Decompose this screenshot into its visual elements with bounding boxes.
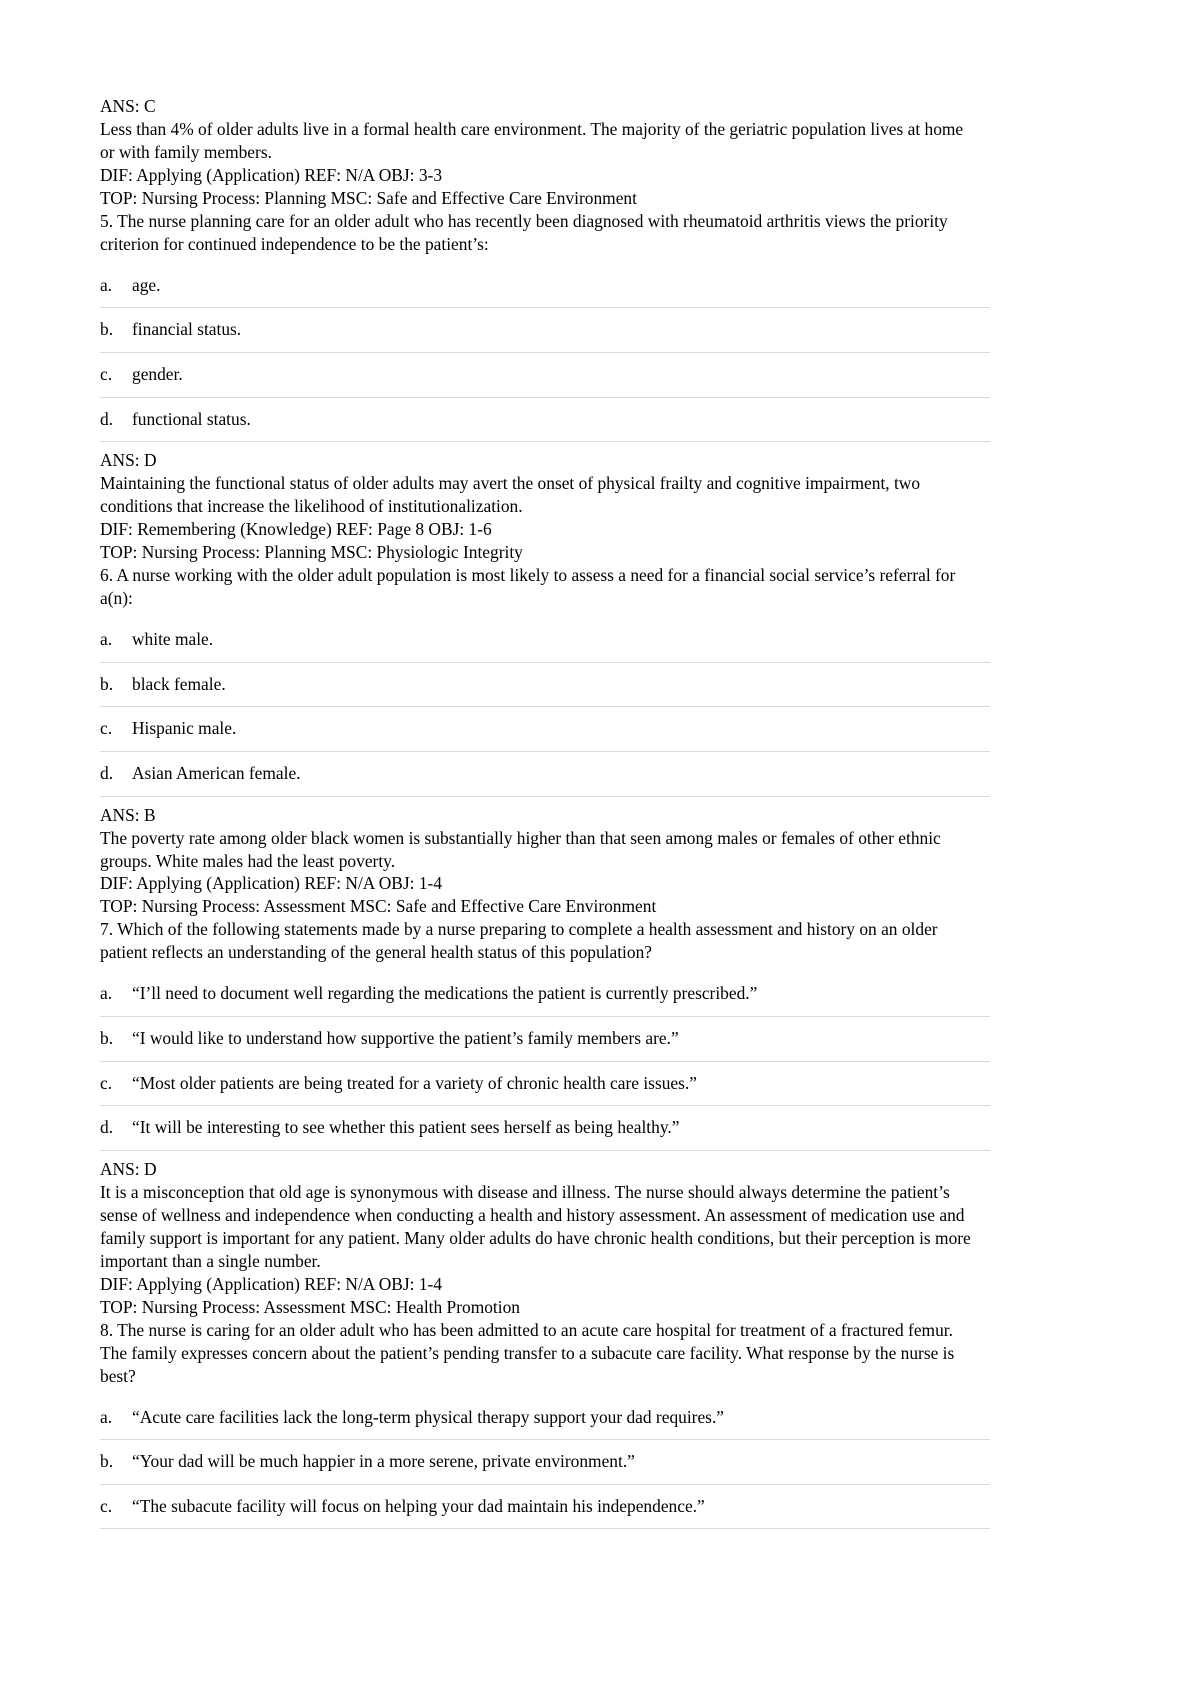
rationale-line: conditions that increase the likelihood of institutionalization. xyxy=(100,496,523,517)
question-stem-line: best? xyxy=(100,1365,136,1386)
choice-letter: a. xyxy=(100,629,113,650)
choice-text: “I’ll need to document well regarding the medications the patient is currently prescribed.” xyxy=(132,983,758,1004)
choice-item[interactable] xyxy=(100,1485,990,1530)
choice-item[interactable] xyxy=(100,663,990,708)
question-stem-line: patient reflects an understanding of the general health status of this population? xyxy=(100,942,652,963)
choice-letter: c. xyxy=(100,1495,113,1516)
choice-text: functional status. xyxy=(132,408,251,429)
question-stem-line: a(n): xyxy=(100,588,133,609)
choice-text: “The subacute facility will focus on helping your dad maintain his independence.” xyxy=(132,1495,705,1516)
document-body xyxy=(100,95,990,1529)
question-stem-line: 8. The nurse is caring for an older adult who has been admitted to an acute care hospital for treatment of a fractured femur. xyxy=(100,1319,953,1340)
choice-item[interactable] xyxy=(100,1396,990,1441)
choice-text: financial status. xyxy=(132,319,242,340)
choice-letter: c. xyxy=(100,364,113,385)
choice-item[interactable] xyxy=(100,1106,990,1151)
choice-item[interactable] xyxy=(100,398,990,443)
metadata-line: DIF: Applying (Application) REF: N/A OBJ: 1-4 xyxy=(100,873,443,894)
metadata-line: TOP: Nursing Process: Assessment MSC: Health Promotion xyxy=(100,1296,520,1317)
choice-letter: d. xyxy=(100,408,114,429)
text-block xyxy=(100,449,990,610)
choice-letter: b. xyxy=(100,1451,114,1472)
choice-item[interactable] xyxy=(100,707,990,752)
metadata-line: DIF: Applying (Application) REF: N/A OBJ: 1-4 xyxy=(100,1273,443,1294)
choice-text: Hispanic male. xyxy=(132,718,237,739)
choice-letter: d. xyxy=(100,1117,114,1138)
choice-text: “Your dad will be much happier in a more serene, private environment.” xyxy=(132,1451,635,1472)
choice-text: black female. xyxy=(132,673,226,694)
rationale-line: Maintaining the functional status of older adults may avert the onset of physical frailty and cognitive impairment, two xyxy=(100,473,921,494)
choice-list xyxy=(100,264,990,443)
choice-item[interactable] xyxy=(100,618,990,663)
choice-text: “Acute care facilities lack the long-term physical therapy support your dad requires.” xyxy=(132,1406,725,1427)
choice-letter: c. xyxy=(100,1072,113,1093)
choice-letter: b. xyxy=(100,1027,114,1048)
choice-text: “Most older patients are being treated for a variety of chronic health care issues.” xyxy=(132,1072,697,1093)
metadata-line: DIF: Remembering (Knowledge) REF: Page 8 OBJ: 1-6 xyxy=(100,519,492,540)
choice-list xyxy=(100,972,990,1151)
choice-letter: b. xyxy=(100,673,114,694)
answer-line: ANS: D xyxy=(100,450,157,471)
rationale-line: sense of wellness and independence when conducting a health and history assessment. An assessment of medication use and xyxy=(100,1204,965,1225)
choice-text: age. xyxy=(132,274,161,295)
rationale-line: or with family members. xyxy=(100,141,272,162)
question-stem-line: 7. Which of the following statements made by a nurse preparing to complete a health assessment and history on an older xyxy=(100,919,938,940)
choice-text: gender. xyxy=(132,364,183,385)
metadata-line: TOP: Nursing Process: Assessment MSC: Safe and Effective Care Environment xyxy=(100,896,657,917)
answer-line: ANS: D xyxy=(100,1158,157,1179)
choice-item[interactable] xyxy=(100,972,990,1017)
question-stem-line: 5. The nurse planning care for an older adult who has recently been diagnosed with rheumatoid arthritis views the priority xyxy=(100,210,948,231)
choice-letter: b. xyxy=(100,319,114,340)
metadata-line: DIF: Applying (Application) REF: N/A OBJ: 3-3 xyxy=(100,164,443,185)
text-block xyxy=(100,1158,990,1388)
choice-text: “It will be interesting to see whether this patient sees herself as being healthy.” xyxy=(132,1117,680,1138)
rationale-line: Less than 4% of older adults live in a formal health care environment. The majority of the geriatric population lives at home xyxy=(100,118,964,139)
text-block xyxy=(100,804,990,965)
rationale-line: family support is important for any patient. Many older adults do have chronic health conditions, but their perception is more xyxy=(100,1227,971,1248)
choice-text: “I would like to understand how supportive the patient’s family members are.” xyxy=(132,1027,679,1048)
choice-item[interactable] xyxy=(100,1062,990,1107)
question-stem-line: criterion for continued independence to be the patient’s: xyxy=(100,233,489,254)
choice-list xyxy=(100,618,990,797)
rationale-line: important than a single number. xyxy=(100,1250,321,1271)
rationale-line: It is a misconception that old age is synonymous with disease and illness. The nurse should always determine the patient’s xyxy=(100,1181,950,1202)
choice-letter: d. xyxy=(100,762,114,783)
rationale-line: The poverty rate among older black women is substantially higher than that seen among males or females of other ethnic xyxy=(100,827,941,848)
choice-item[interactable] xyxy=(100,353,990,398)
choice-text: Asian American female. xyxy=(132,762,301,783)
choice-letter: a. xyxy=(100,983,113,1004)
choice-letter: a. xyxy=(100,1406,113,1427)
metadata-line: TOP: Nursing Process: Planning MSC: Physiologic Integrity xyxy=(100,542,523,563)
choice-letter: c. xyxy=(100,718,113,739)
choice-item[interactable] xyxy=(100,1440,990,1485)
question-stem-line: 6. A nurse working with the older adult population is most likely to assess a need for a financial social service’s referral for xyxy=(100,565,956,586)
rationale-line: groups. White males had the least poverty. xyxy=(100,850,396,871)
text-block xyxy=(100,95,990,256)
choice-item[interactable] xyxy=(100,1017,990,1062)
question-stem-line: The family expresses concern about the patient’s pending transfer to a subacute care facility. What response by the nurse is xyxy=(100,1342,955,1363)
choice-letter: a. xyxy=(100,274,113,295)
choice-item[interactable] xyxy=(100,264,990,309)
choice-list xyxy=(100,1396,990,1530)
metadata-line: TOP: Nursing Process: Planning MSC: Safe and Effective Care Environment xyxy=(100,187,637,208)
choice-item[interactable] xyxy=(100,308,990,353)
answer-line: ANS: C xyxy=(100,96,156,116)
choice-text: white male. xyxy=(132,629,214,650)
answer-line: ANS: B xyxy=(100,804,156,825)
choice-item[interactable] xyxy=(100,752,990,797)
